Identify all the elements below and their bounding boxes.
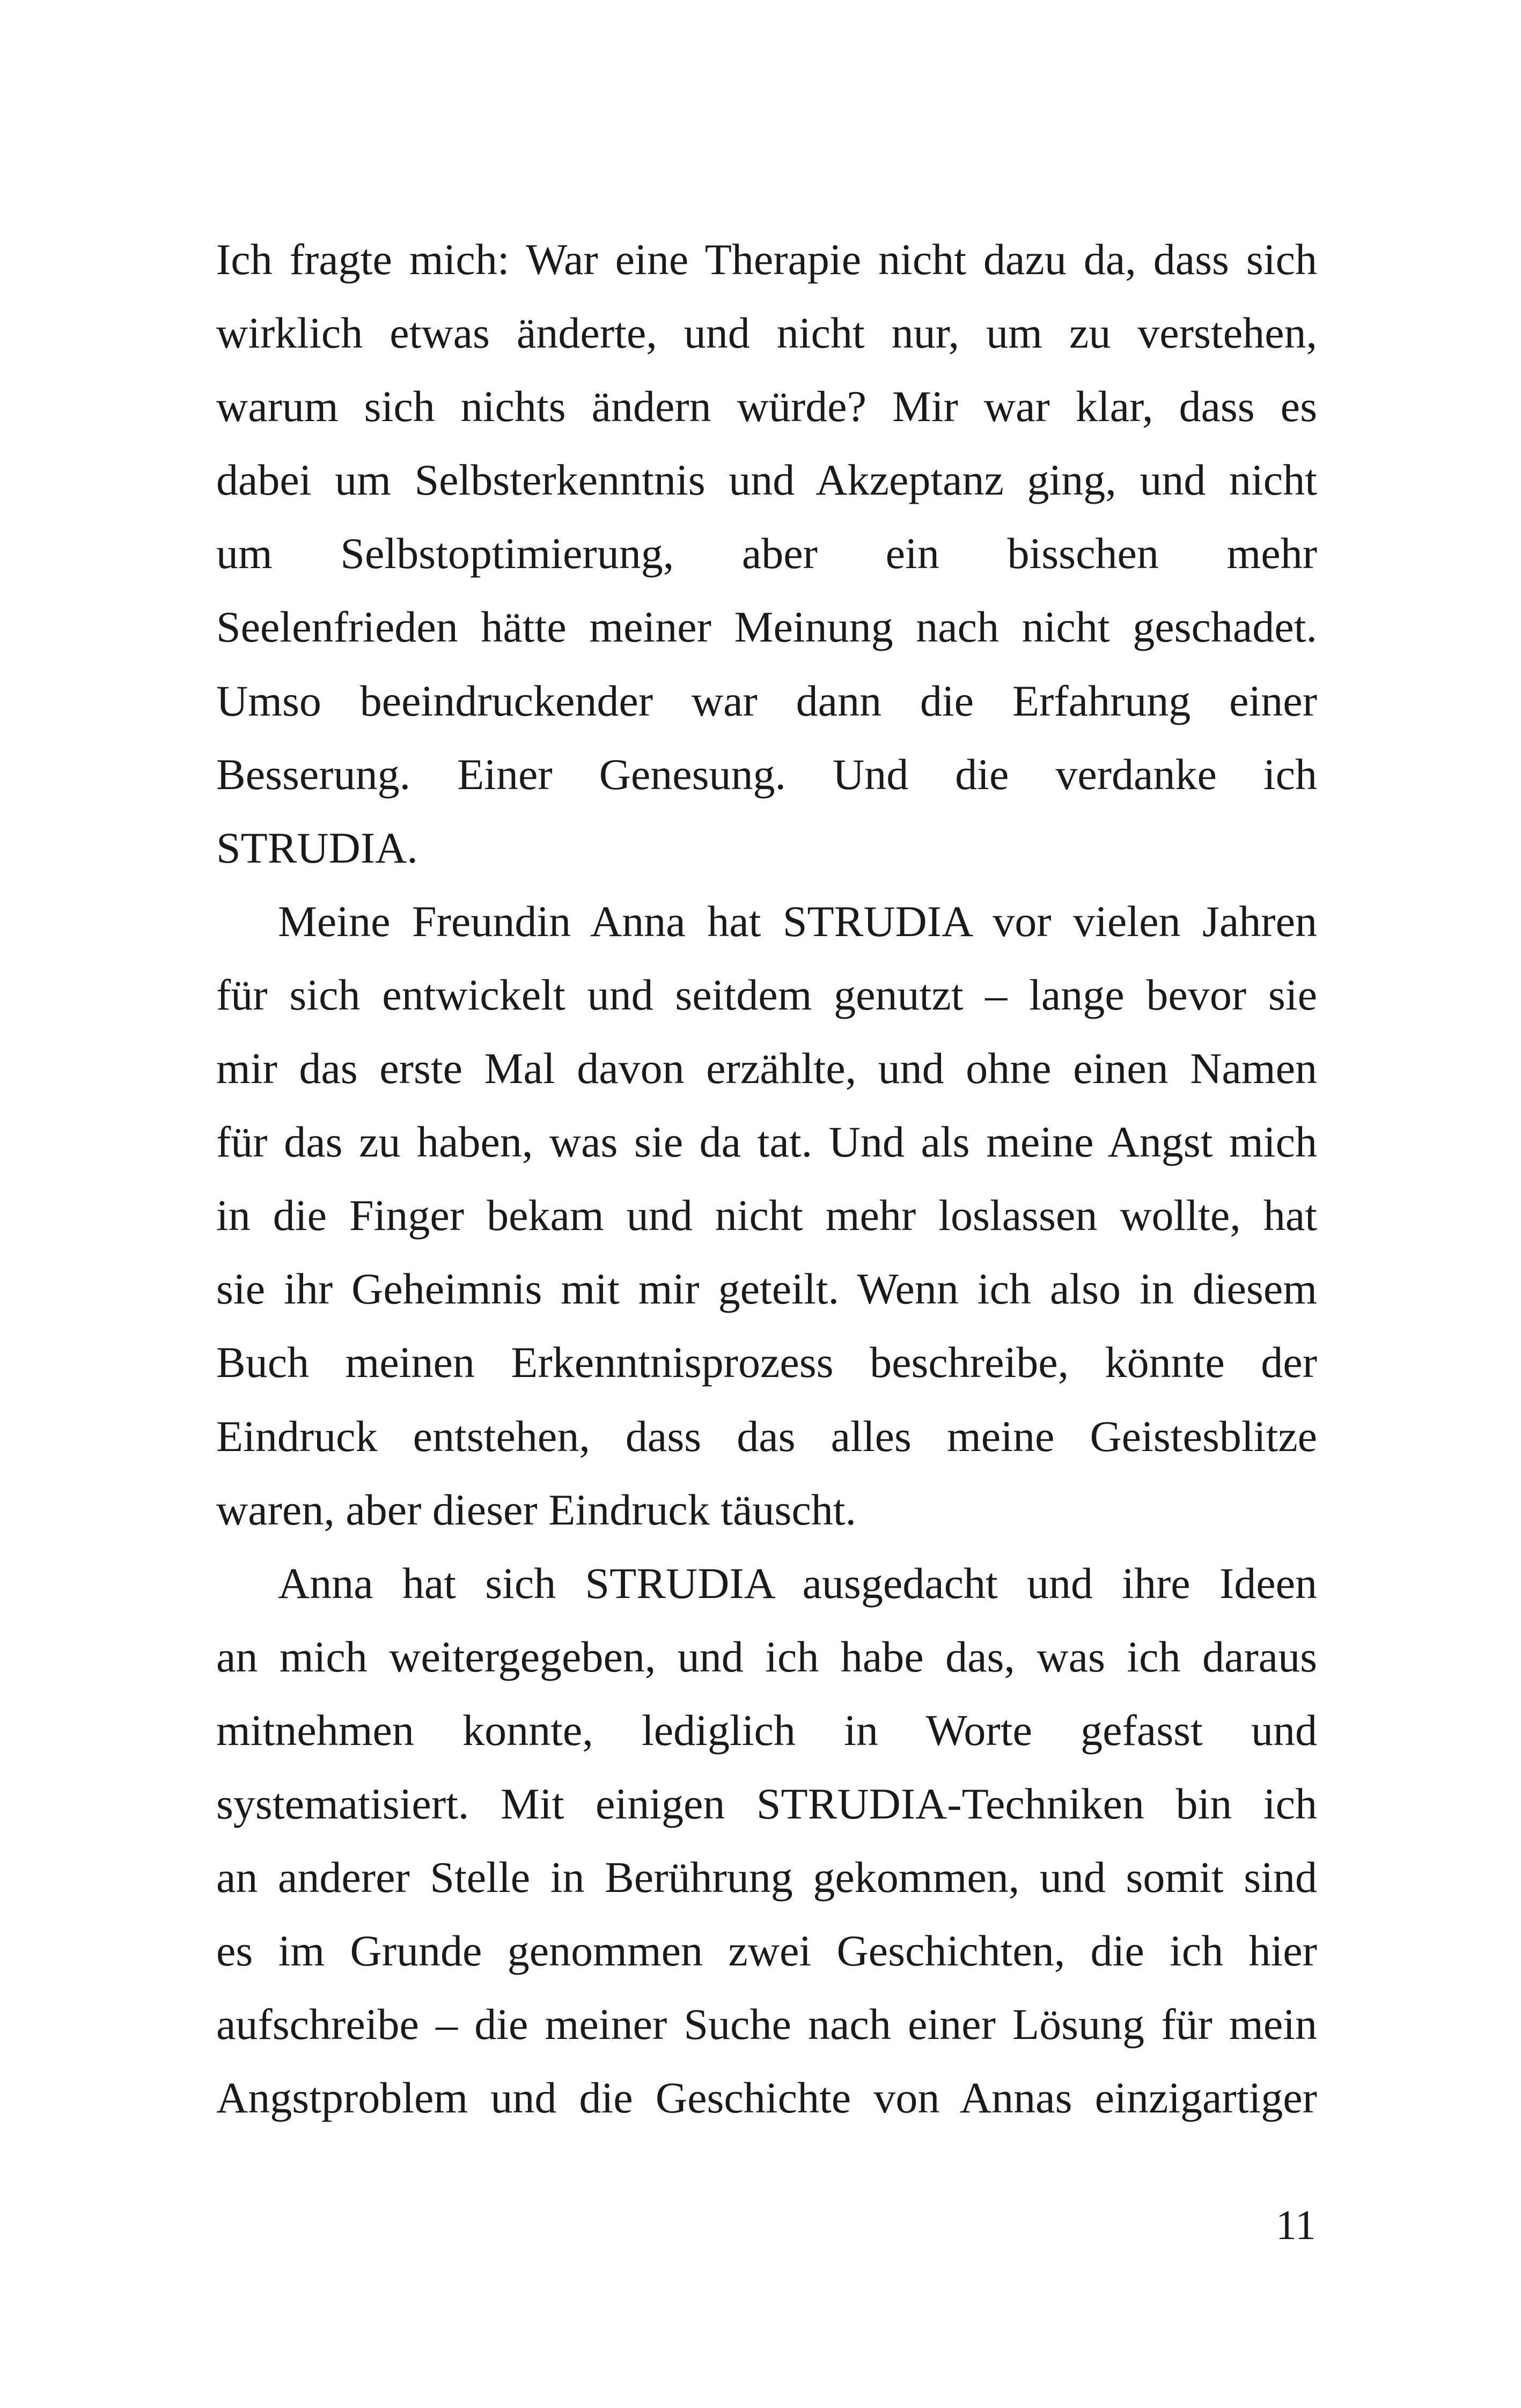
- text-line: Angstproblem und die Geschichte von Annas einzigartiger: [216, 2073, 1317, 2123]
- text-line: systematisiert. Mit einigen STRUDIA-Techniken bin ich: [216, 1779, 1317, 1828]
- text-line: warum sich nichts ändern würde? Mir war klar, dass es: [216, 382, 1317, 431]
- text-line: in die Finger bekam und nicht mehr loslassen wollte, hat: [216, 1191, 1317, 1240]
- text-line: Seelenfrieden hätte meiner Meinung nach nicht geschadet.: [216, 602, 1317, 652]
- text-line: Meine Freundin Anna hat STRUDIA vor vielen Jahren: [278, 896, 1317, 946]
- text-line: Eindruck entstehen, dass das alles meine Geistesblitze: [216, 1411, 1317, 1461]
- text-line: STRUDIA.: [216, 823, 418, 872]
- text-line: es im Grunde genommen zwei Geschichten, die ich hier: [216, 1926, 1317, 1976]
- text-line: für das zu haben, was sie da tat. Und als meine Angst mich: [216, 1117, 1317, 1167]
- text-line: dabei um Selbsterkenntnis und Akzeptanz ging, und nicht: [216, 455, 1317, 505]
- text-line: Ich fragte mich: War eine Therapie nicht dazu da, dass sich: [216, 235, 1317, 284]
- text-line: mir das erste Mal davon erzählte, und ohne einen Namen: [216, 1044, 1317, 1093]
- body-text: [216, 223, 1317, 2134]
- paragraph-2: [216, 885, 1317, 1547]
- paragraph-3: [216, 1547, 1317, 2135]
- text-line: an anderer Stelle in Berührung gekommen, und somit sind: [216, 1853, 1317, 1902]
- text-line: mitnehmen konnte, lediglich in Worte gefasst und: [216, 1705, 1317, 1755]
- text-line: waren, aber dieser Eindruck täuscht.: [216, 1485, 857, 1534]
- text-line: Anna hat sich STRUDIA ausgedacht und ihre Ideen: [278, 1558, 1317, 1608]
- paragraph-1: [216, 223, 1317, 885]
- text-line: für sich entwickelt und seitdem genutzt – lange bevor sie: [216, 970, 1317, 1019]
- page-number: 11: [1275, 2201, 1316, 2248]
- text-line: Buch meinen Erkenntnisprozess beschreibe, könnte der: [216, 1338, 1317, 1387]
- text-line: Besserung. Einer Genesung. Und die verdanke ich: [216, 749, 1317, 799]
- text-line: um Selbstoptimierung, aber ein bisschen mehr: [216, 529, 1317, 578]
- text-line: Umso beeindruckender war dann die Erfahrung einer: [216, 676, 1317, 725]
- text-line: aufschreibe – die meiner Suche nach einer Lösung für mein: [216, 2000, 1317, 2049]
- text-line: wirklich etwas änderte, und nicht nur, um zu verstehen,: [216, 308, 1317, 358]
- text-line: sie ihr Geheimnis mit mir geteilt. Wenn ich also in diesem: [216, 1264, 1317, 1314]
- text-line: an mich weitergegeben, und ich habe das, was ich daraus: [216, 1632, 1317, 1681]
